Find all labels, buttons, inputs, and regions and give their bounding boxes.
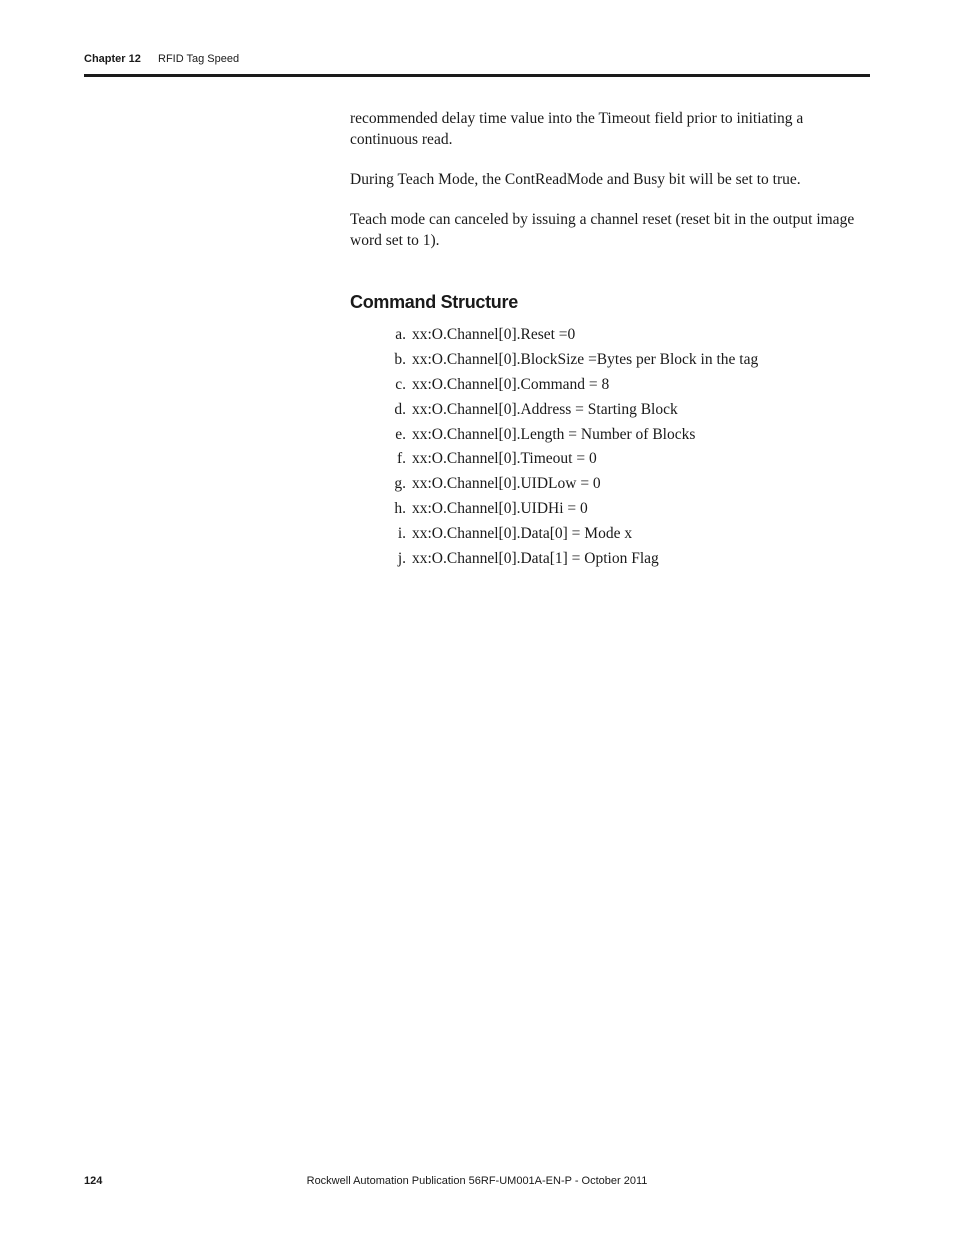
list-letter: f. xyxy=(396,450,406,468)
section-title: RFID Tag Speed xyxy=(158,53,240,65)
list-letter: d. xyxy=(394,400,406,418)
list-letter: j. xyxy=(397,550,406,568)
list-text: xx:O.Channel[0].Address = Starting Block xyxy=(412,400,678,418)
page-number: 124 xyxy=(84,1175,103,1187)
list-text: xx:O.Channel[0].Length = Number of Blocks xyxy=(412,425,696,443)
list-text: xx:O.Channel[0].Data[1] = Option Flag xyxy=(412,550,659,568)
command-list xyxy=(390,324,758,573)
paragraph-timeout: recommended delay time value into the Timeout field prior to initiating a continuous read. xyxy=(350,110,804,148)
list-item xyxy=(390,523,758,548)
list-letter: g. xyxy=(394,475,406,493)
list-text: xx:O.Channel[0].BlockSize =Bytes per Block in the tag xyxy=(412,350,759,368)
list-text: xx:O.Channel[0].UIDHi = 0 xyxy=(412,500,588,518)
list-text: xx:O.Channel[0].Reset =0 xyxy=(412,326,576,343)
list-text: xx:O.Channel[0].Command = 8 xyxy=(412,375,610,393)
list-letter: i. xyxy=(397,525,406,543)
paragraph-teach-mode: During Teach Mode, the ContReadMode and Busy bit will be set to true. xyxy=(350,171,801,188)
list-item xyxy=(390,324,758,349)
list-item xyxy=(390,473,758,498)
list-text: xx:O.Channel[0].Timeout = 0 xyxy=(412,450,597,468)
list-item xyxy=(390,498,758,523)
chapter-label: Chapter 12 xyxy=(84,53,141,65)
list-text: xx:O.Channel[0].UIDLow = 0 xyxy=(412,475,601,493)
list-text: xx:O.Channel[0].Data[0] = Mode x xyxy=(412,525,633,543)
list-item xyxy=(390,349,758,374)
list-letter: b. xyxy=(394,350,406,368)
paragraph-cancel: Teach mode can canceled by issuing a channel reset (reset bit in the output image word set to 1). xyxy=(350,211,855,249)
list-item xyxy=(390,548,758,573)
list-letter: e. xyxy=(395,425,406,443)
list-item xyxy=(390,374,758,399)
list-letter: a. xyxy=(395,326,406,343)
list-letter: c. xyxy=(395,375,406,393)
list-item xyxy=(390,424,758,449)
publication-footer: Rockwell Automation Publication 56RF-UM001A-EN-P - October 2011 xyxy=(306,1175,648,1187)
section-heading: Command Structure xyxy=(350,292,518,312)
list-item xyxy=(390,448,758,473)
list-letter: h. xyxy=(394,500,406,518)
list-item xyxy=(390,399,758,424)
header-divider xyxy=(84,74,870,77)
